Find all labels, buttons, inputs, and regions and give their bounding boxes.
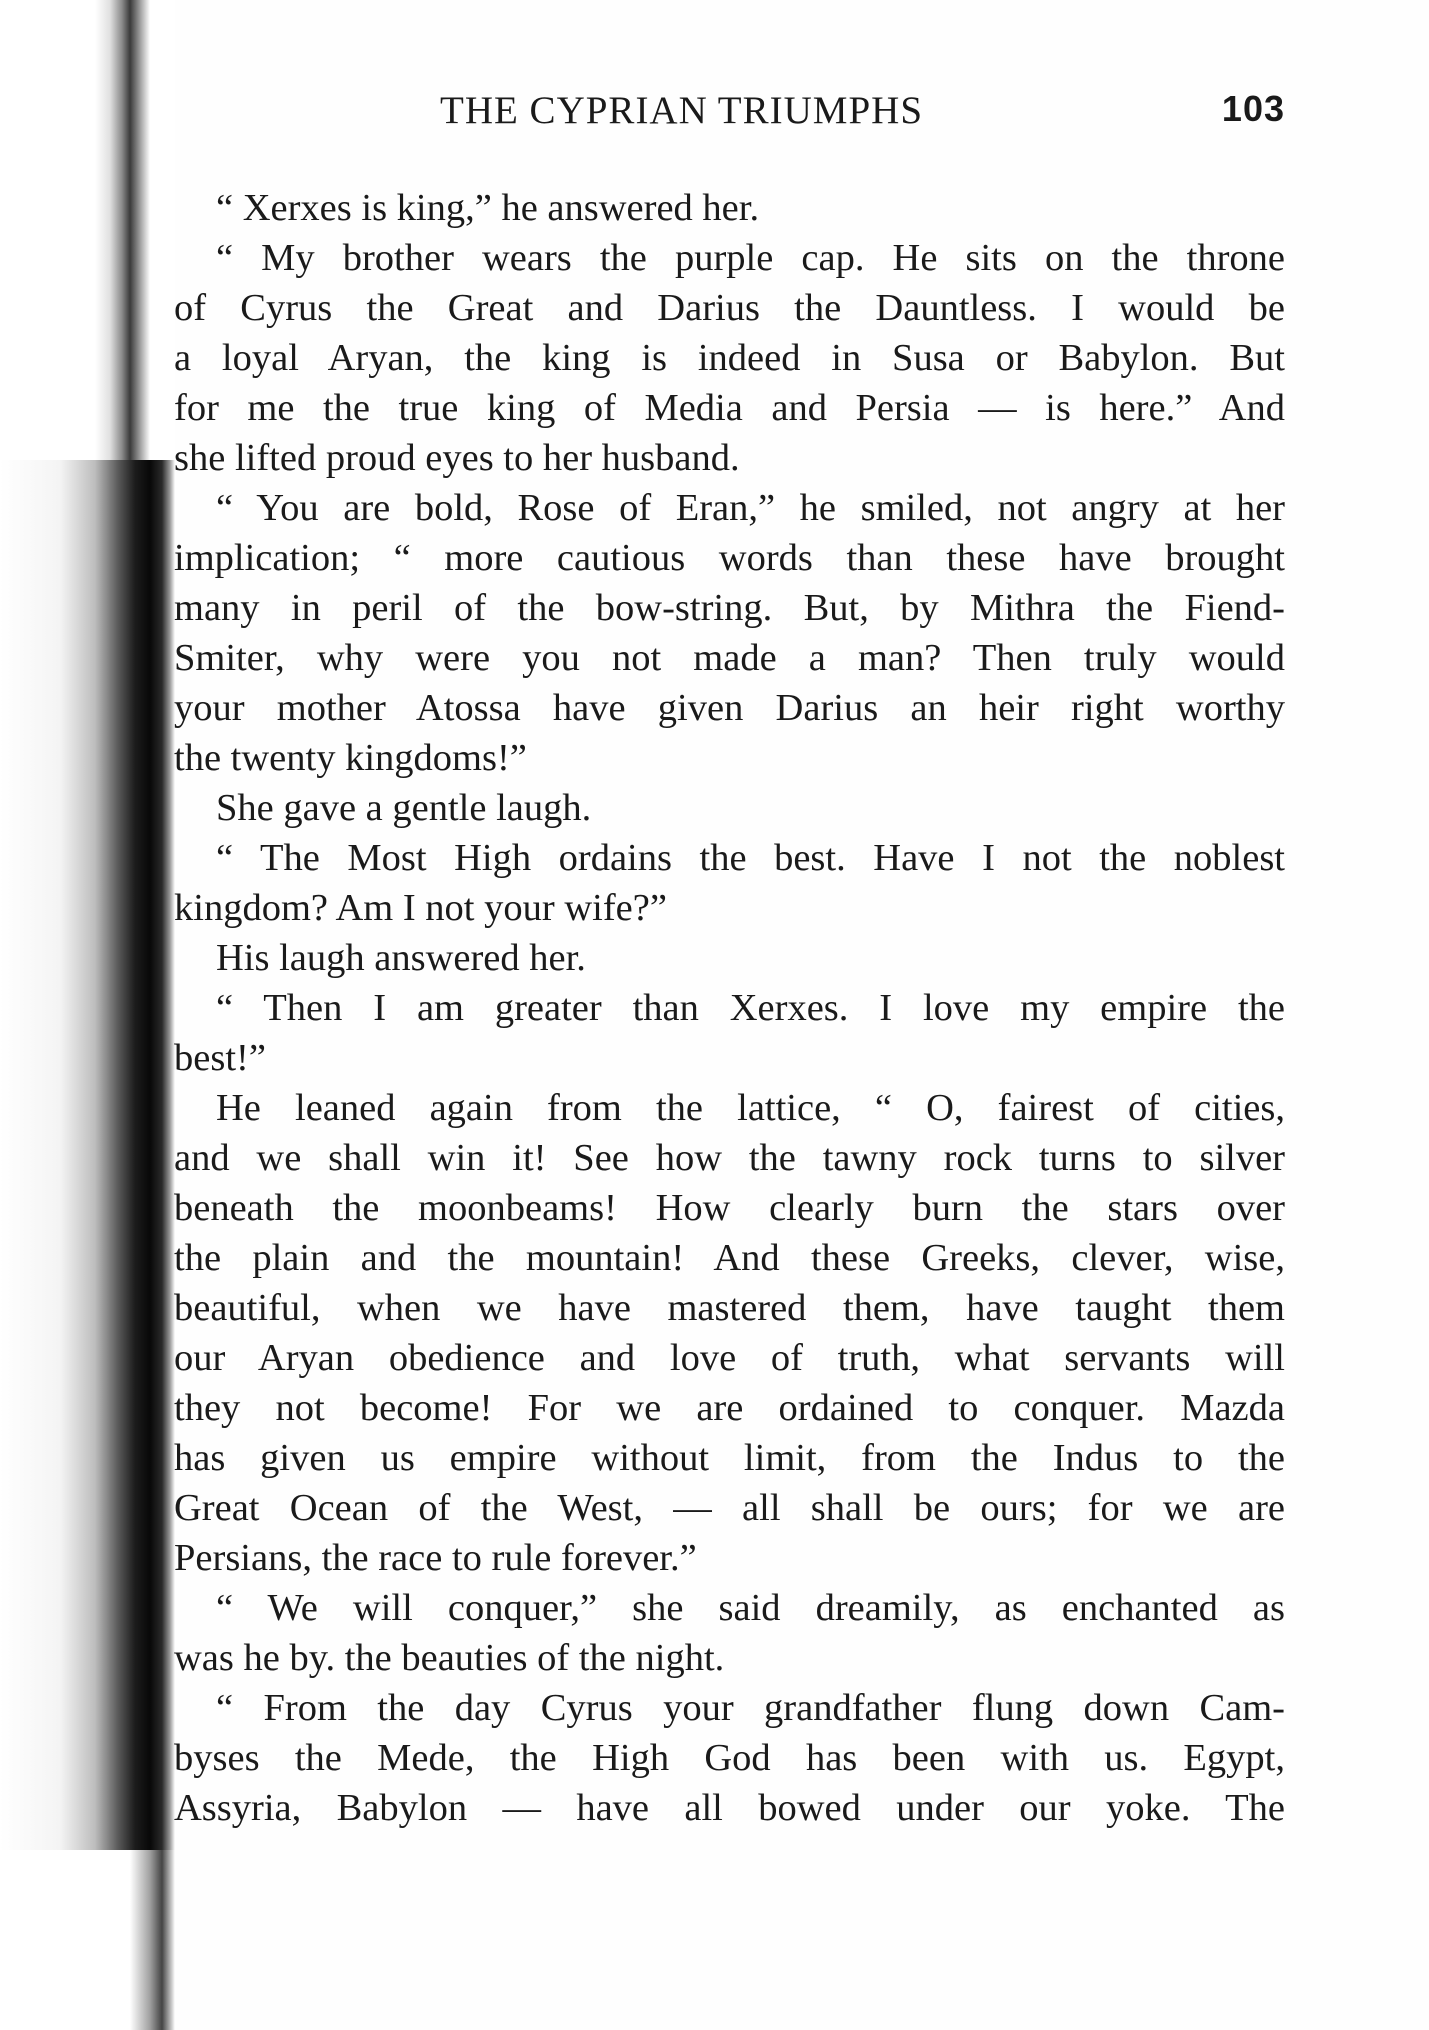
text-line: our Aryan obedience and love of truth, what servants will [174,1337,1285,1379]
text-line: Persians, the race to rule forever.” [174,1537,697,1579]
text-line: she lifted proud eyes to her husband. [174,437,740,479]
text-line: beneath the moonbeams! How clearly burn the stars over [174,1187,1285,1229]
binding-shadow-bottom [0,1850,175,2030]
binding-shadow-top [0,0,175,460]
text-line: kingdom? Am I not your wife?” [174,887,667,929]
text-line: His laugh answered her. [216,937,586,979]
text-line: has given us empire without limit, from the Indus to the [174,1437,1285,1479]
text-line: “ The Most High ordains the best. Have I not the noblest [216,837,1285,879]
text-line: the plain and the mountain! And these Greeks, clever, wise, [174,1237,1285,1279]
text-line: Great Ocean of the West, — all shall be ours; for we are [174,1487,1285,1529]
text-line: for me the true king of Media and Persia — is here.” And [174,387,1285,429]
text-line: a loyal Aryan, the king is indeed in Susa or Babylon. But [174,337,1285,379]
text-line: Smiter, why were you not made a man? Then truly would [174,637,1285,679]
text-line: Assyria, Babylon — have all bowed under our yoke. The [174,1787,1285,1829]
running-head [170,88,1285,138]
text-line: of Cyrus the Great and Darius the Dauntless. I would be [174,287,1285,329]
page-number: 103 [1221,88,1285,129]
text-line: they not become! For we are ordained to conquer. Mazda [174,1387,1285,1429]
text-line: beautiful, when we have mastered them, have taught them [174,1287,1285,1329]
text-line: was he by. the beauties of the night. [174,1637,725,1679]
text-line: and we shall win it! See how the tawny rock turns to silver [174,1137,1285,1179]
text-line: “ My brother wears the purple cap. He sits on the throne [216,237,1285,279]
text-line: She gave a gentle laugh. [216,787,592,829]
text-line: best!” [174,1037,266,1079]
text-line: byses the Mede, the High God has been with us. Egypt, [174,1737,1285,1779]
text-line: many in peril of the bow-string. But, by Mithra the Fiend- [174,587,1285,629]
text-line: “ Xerxes is king,” he answered her. [216,187,760,229]
text-line: “ Then I am greater than Xerxes. I love my empire the [216,987,1285,1029]
body-text [174,183,1285,1913]
text-line: implication; “ more cautious words than these have brought [174,537,1285,579]
text-line: “ From the day Cyrus your grandfather flung down Cam- [216,1687,1285,1729]
text-line: “ You are bold, Rose of Eran,” he smiled, not angry at her [216,487,1285,529]
text-line: the twenty kingdoms!” [174,737,527,779]
text-line: He leaned again from the lattice, “ O, fairest of cities, [216,1087,1285,1129]
scan-binding-shadow [0,0,175,2030]
running-head-title: THE CYPRIAN TRIUMPHS [440,89,924,132]
text-line: “ We will conquer,” she said dreamily, as enchanted as [216,1587,1285,1629]
text-line: your mother Atossa have given Darius an heir right worthy [174,687,1285,729]
